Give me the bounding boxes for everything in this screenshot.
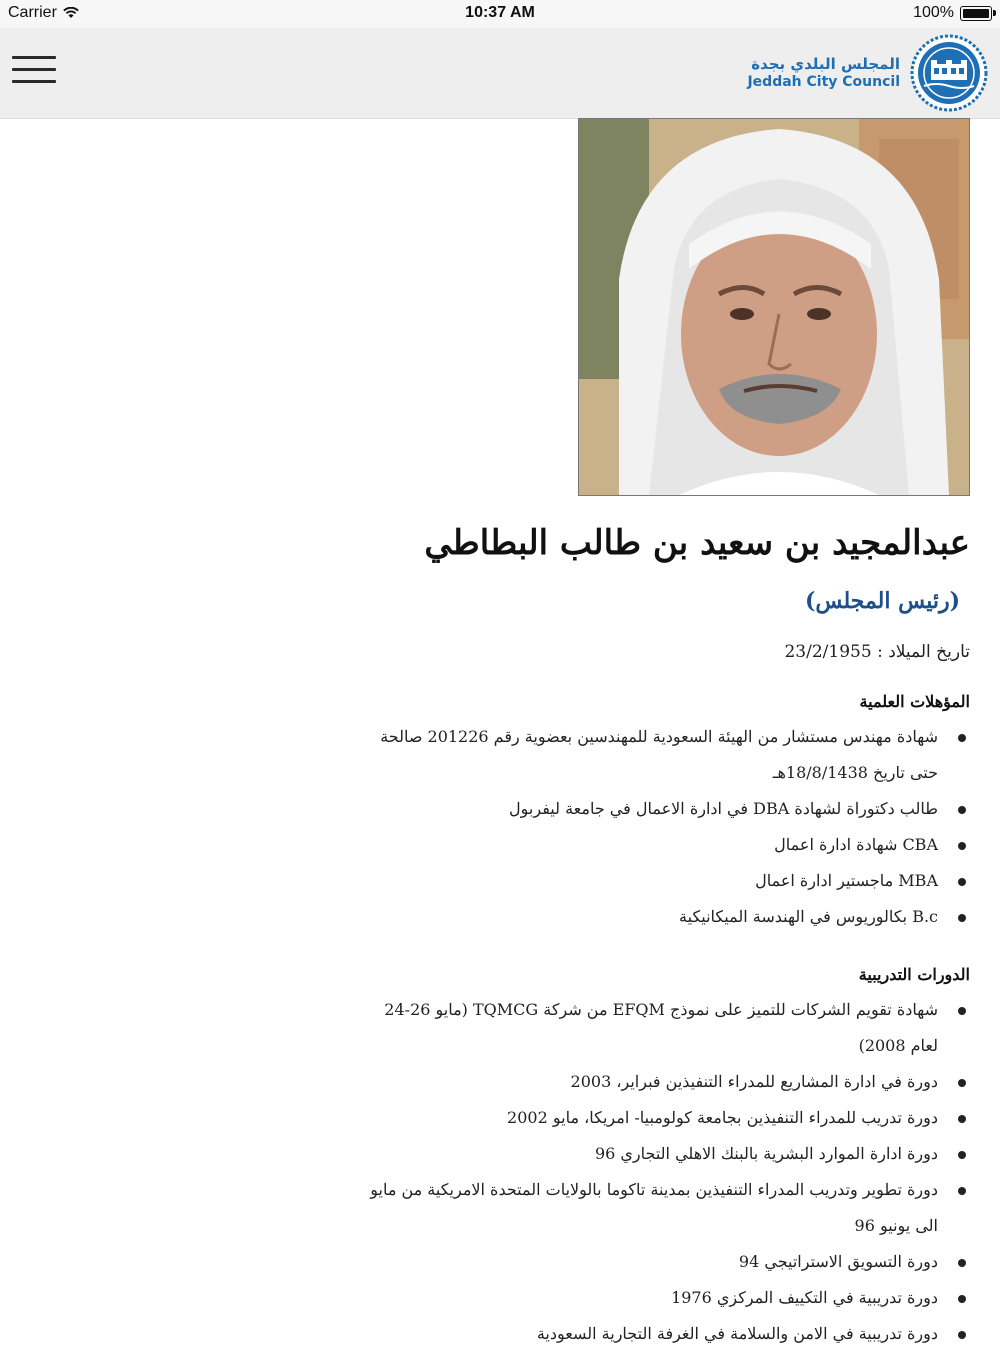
list-item: دورة تدريبية في الامن والسلامة في الغرفة التجارية السعودية bbox=[360, 1316, 952, 1352]
list-item: دورة ادارة الموارد البشرية بالبنك الاهلي التجاري 96 bbox=[360, 1136, 952, 1172]
list-item: دورة في ادارة المشاريع للمدراء التنفيذين فبراير، 2003 bbox=[360, 1064, 952, 1100]
list-item: دورة تدريبية في التكييف المركزي 1976 bbox=[360, 1280, 952, 1316]
battery-percent: 100% bbox=[913, 4, 954, 21]
logo-arabic-text: المجلس البلدي بجدة bbox=[751, 55, 900, 73]
portrait-image bbox=[579, 119, 969, 495]
list-item: دورة تدريب للمدراء التنفيذين بجامعة كولومبيا- امريكا، مايو 2002 bbox=[360, 1100, 952, 1136]
profile-content bbox=[0, 118, 1000, 1343]
menu-icon-line bbox=[12, 68, 56, 71]
list-item: شهادة تقويم الشركات للتميز على نموذج EFQM من شركة TQMCG (مايو 26-24 لعام 2008) bbox=[360, 992, 952, 1064]
logo-text bbox=[747, 55, 900, 91]
status-bar bbox=[0, 0, 1000, 28]
member-name-heading bbox=[360, 516, 970, 628]
member-role: (رئيس المجلس) bbox=[805, 588, 960, 614]
carrier-label: Carrier bbox=[8, 4, 57, 21]
list-item: MBA ماجستير ادارة اعمال bbox=[360, 863, 952, 899]
list-item: دورة تطوير وتدريب المدراء التنفيذين بمدينة تاكوما بالولايات المتحدة الامريكية من مايو الى يونيو 96 bbox=[360, 1172, 952, 1244]
qualifications-list bbox=[360, 719, 970, 935]
clock: 10:37 AM bbox=[465, 4, 535, 21]
menu-button[interactable] bbox=[12, 56, 56, 86]
list-item: شهادة مهندس مستشار من الهيئة السعودية للمهندسين بعضوية رقم 201226 صالحة حتى تاريخ 18/8/1438هـ bbox=[360, 719, 952, 791]
courses-title: الدورات التدريبية bbox=[858, 965, 970, 984]
council-logo[interactable] bbox=[747, 34, 988, 112]
member-name: عبدالمجيد بن سعيد بن طالب البطاطي bbox=[424, 523, 970, 563]
qualifications-title: المؤهلات العلمية bbox=[859, 692, 970, 711]
member-photo bbox=[578, 118, 970, 496]
navigation-bar bbox=[0, 28, 1000, 119]
battery-icon bbox=[960, 6, 992, 21]
menu-icon-line bbox=[12, 56, 56, 59]
list-item: B.c بكالوريوس في الهندسة الميكانيكية bbox=[360, 899, 952, 935]
council-seal-icon bbox=[910, 34, 988, 112]
profile-details bbox=[360, 516, 970, 1352]
logo-english-text: Jeddah City Council bbox=[747, 74, 900, 90]
list-item: طالب دكتوراة لشهادة DBA في ادارة الاعمال في جامعة ليفربول bbox=[360, 791, 952, 827]
menu-icon-line bbox=[12, 80, 56, 83]
birth-date-row bbox=[360, 642, 970, 662]
birth-date-value: 23/2/1955 bbox=[784, 642, 872, 662]
battery-indicator bbox=[913, 4, 992, 22]
birth-date-label: تاريخ الميلاد : bbox=[877, 642, 970, 662]
list-item: CBA شهادة ادارة اعمال bbox=[360, 827, 952, 863]
courses-list bbox=[360, 992, 970, 1352]
list-item: دورة التسويق الاستراتيجي 94 bbox=[360, 1244, 952, 1280]
